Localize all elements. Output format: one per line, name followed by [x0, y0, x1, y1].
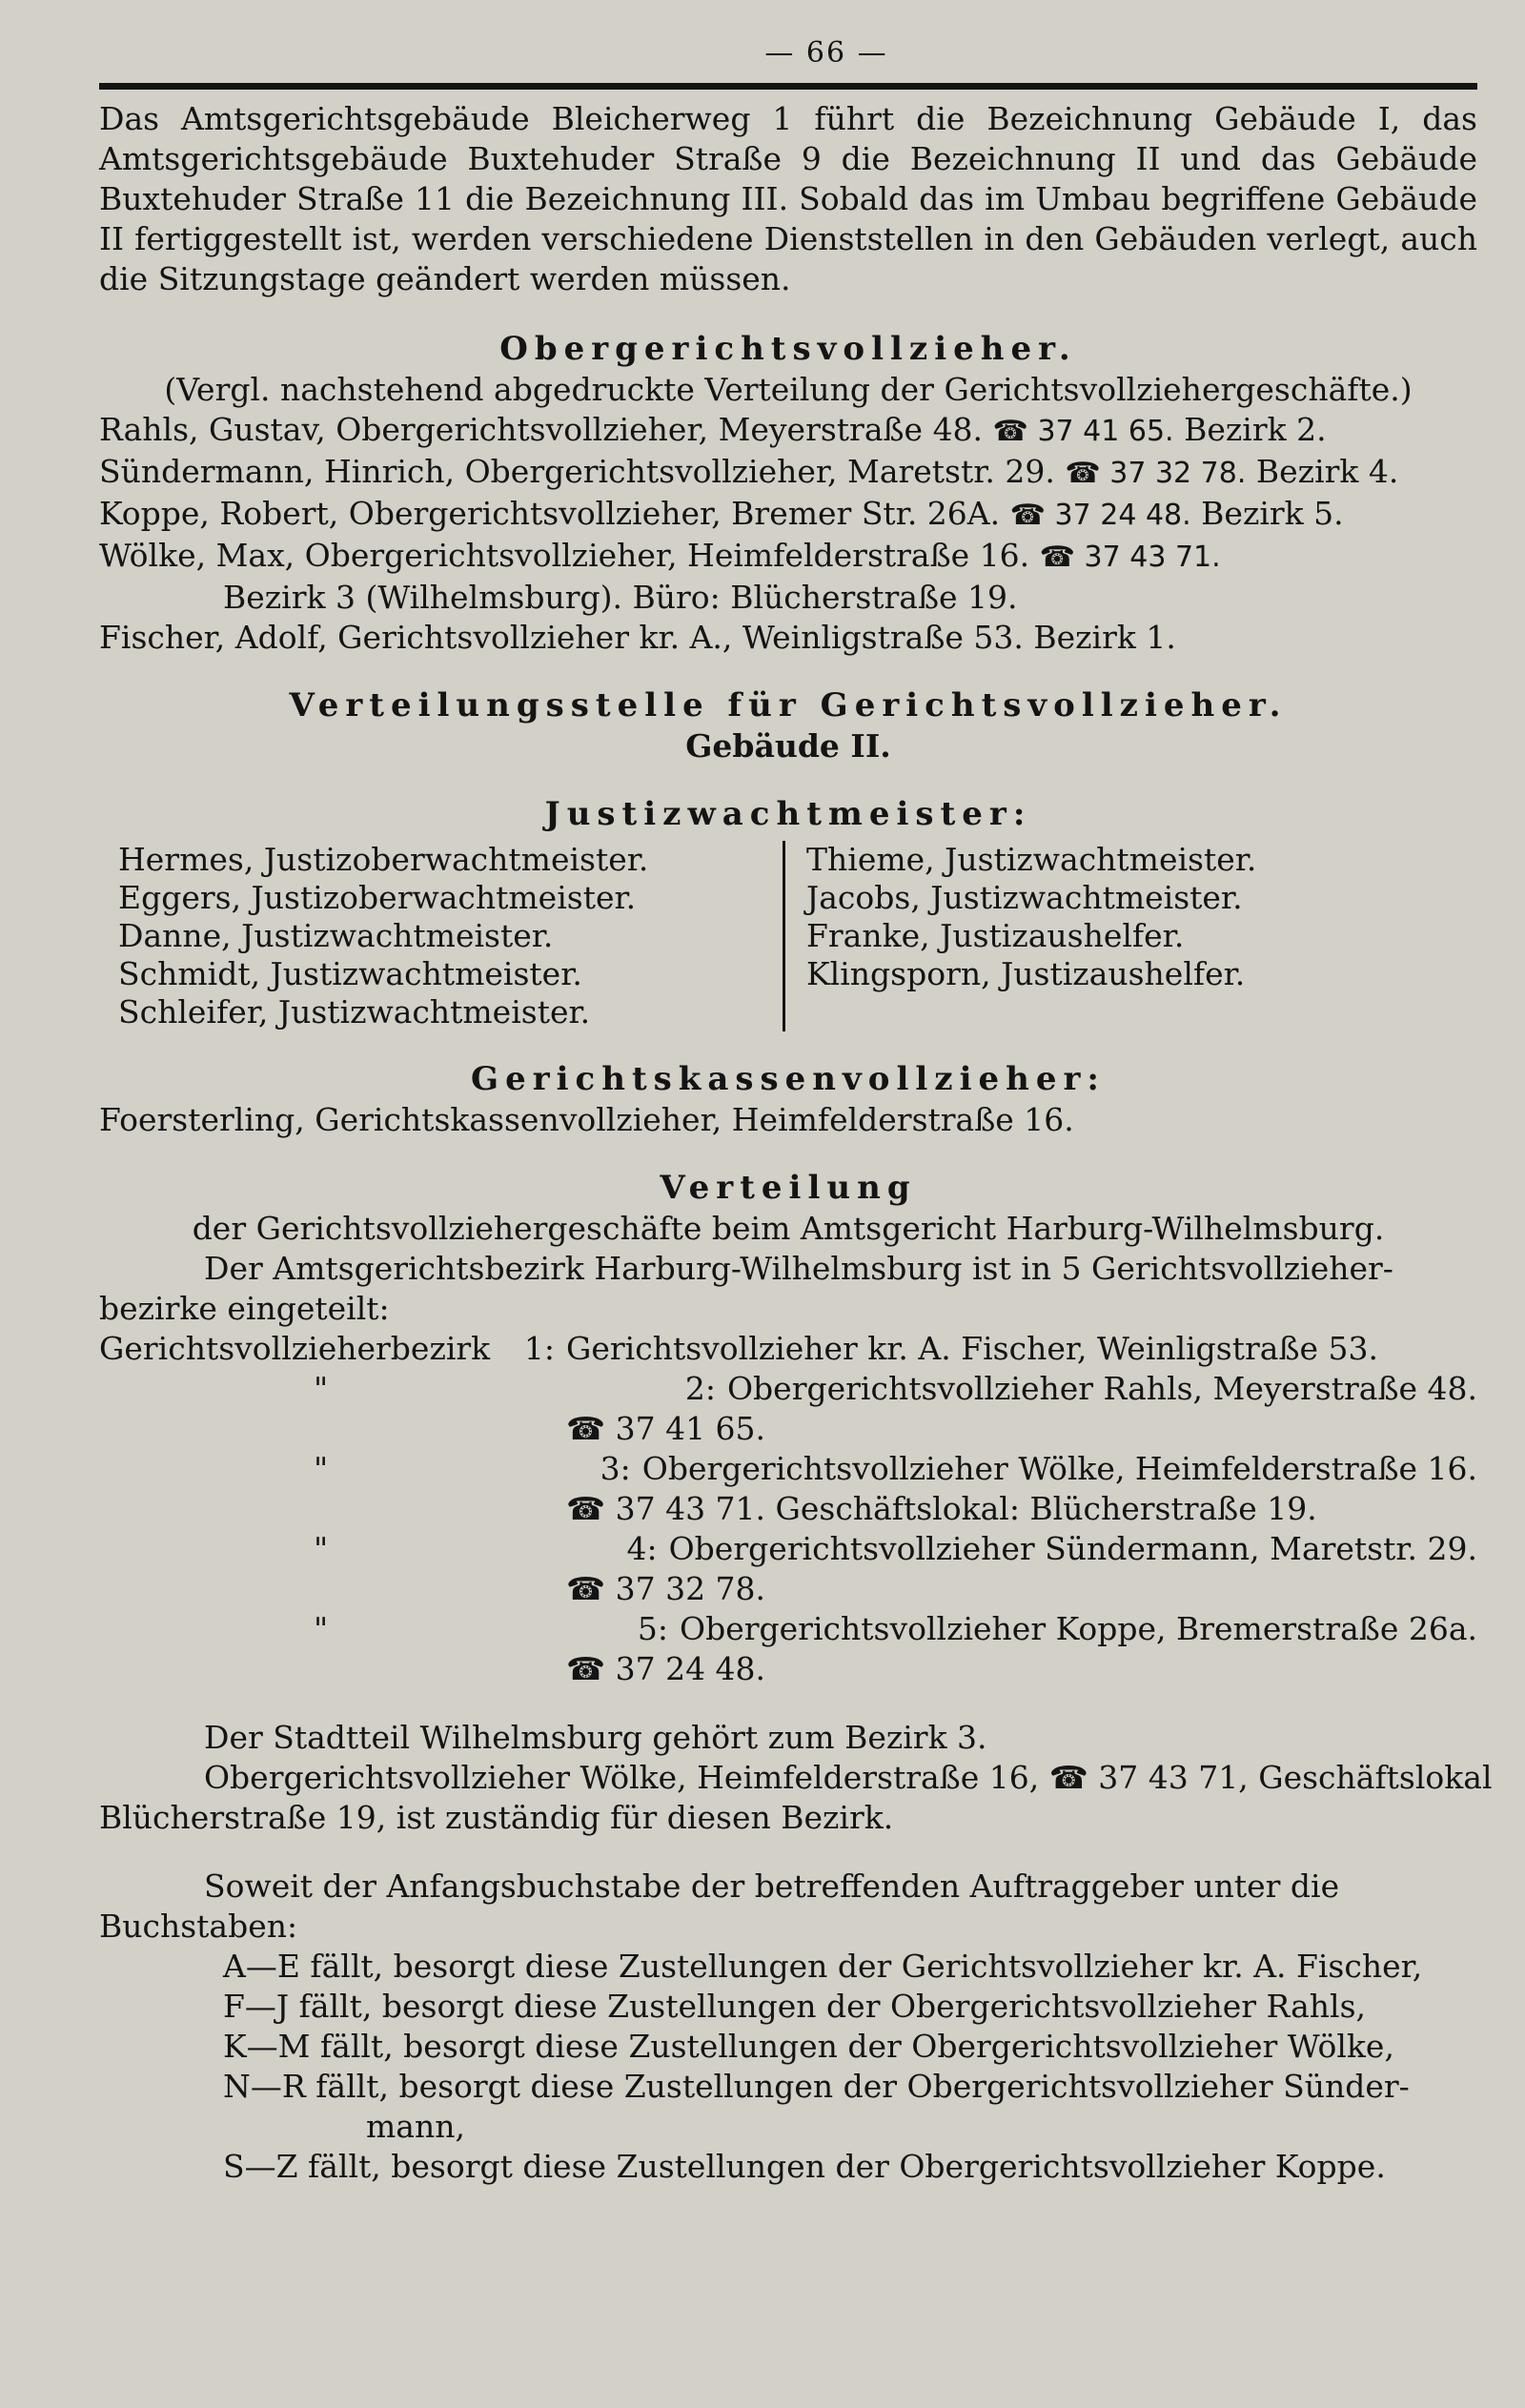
district-row	[99, 1609, 1477, 1649]
list-item: Eggers, Justizoberwachtmeister.	[118, 879, 637, 916]
list-item: Klingsporn, Justizaushelfer.	[806, 955, 1246, 992]
letter-rule: F—J fällt, besorgt diese Zustellungen der Obergerichtsvollzieher Rahls,	[223, 1988, 1367, 2025]
district-officer: Obergerichtsvollzieher Rahls, Meyerstraße 48.	[727, 1370, 1477, 1407]
verteilung-section	[99, 1167, 1493, 2187]
ditto-mark: "	[314, 1370, 329, 1407]
list-item: Franke, Justizaushelfer.	[806, 917, 1185, 954]
obergerichtsvollzieher-note: (Vergl. nachstehend abgedruckte Verteilung der Gerichtsvollziehergeschäfte.)	[164, 371, 1413, 408]
district-row	[99, 1529, 1477, 1569]
district-row	[99, 1369, 1477, 1409]
gerichtskassen-entry: Foersterling, Gerichtskassenvollzieher, Heimfelderstraße 16.	[99, 1101, 1074, 1138]
gerichtskassen-heading: Gerichtskassenvollzieher:	[471, 1060, 1106, 1098]
district-phone: ☎ 37 41 65.	[566, 1410, 766, 1447]
verteilungsstelle-section	[99, 684, 1477, 766]
district-row	[99, 1449, 1477, 1489]
justizwachtmeister-left-column	[118, 841, 785, 1031]
justizwachtmeister-right-column	[785, 841, 1256, 1031]
district-officer: Obergerichtsvollzieher Wölke, Heimfelderstraße 16.	[641, 1450, 1477, 1487]
district-row	[99, 1329, 1477, 1369]
district-number: 3:	[600, 1450, 631, 1487]
district-phone: ☎ 37 24 48.	[566, 1650, 766, 1687]
soweit-note: Soweit der Anfangsbuchstabe der betreffenden Auftraggeber unter die	[204, 1867, 1340, 1905]
officer-entry: Sündermann, Hinrich, Obergerichtsvollzieher, Maretstr. 29. ☎ 37 32 78. Bezirk 4.	[99, 453, 1399, 490]
justizwachtmeister-columns	[118, 841, 1477, 1031]
district-number: 4:	[626, 1530, 658, 1567]
verteilung-intro: Der Amtsgerichtsbezirk Harburg-Wilhelmsburg ist in 5 Gerichtsvollzieher-	[204, 1250, 1393, 1287]
officer-entry: Wölke, Max, Obergerichtsvollzieher, Heimfelderstraße 16. ☎ 37 43 71.	[99, 537, 1221, 574]
district-phone: ☎ 37 43 71. Geschäftslokal: Blücherstraße 19.	[566, 1490, 1317, 1527]
stadtteil-note: Der Stadtteil Wilhelmsburg gehört zum Bezirk 3.	[204, 1719, 987, 1756]
phone-number: ☎ 37 41 65.	[992, 415, 1174, 448]
verteilung-heading: Verteilung	[660, 1169, 917, 1207]
list-item: Schleifer, Justizwachtmeister.	[118, 993, 591, 1031]
obergerichtsvollzieher-section	[99, 328, 1477, 658]
district-officer: Obergerichtsvollzieher Sündermann, Maretstr. 29.	[668, 1530, 1477, 1567]
officer-entry: Rahls, Gustav, Obergerichtsvollzieher, Meyerstraße 48. ☎ 37 41 65. Bezirk 2.	[99, 411, 1327, 448]
ditto-mark: "	[314, 1610, 329, 1647]
list-item: Danne, Justizwachtmeister.	[118, 917, 554, 954]
ditto-mark: "	[314, 1450, 329, 1487]
ditto-mark: "	[314, 1530, 329, 1567]
district-number: 2:	[684, 1370, 716, 1407]
letter-rule: N—R fällt, besorgt diese Zustellungen der Obergerichtsvollzieher Sünder-	[223, 2068, 1410, 2105]
list-item: Schmidt, Justizwachtmeister.	[118, 955, 582, 992]
letter-rule: A—E fällt, besorgt diese Zustellungen der Gerichtsvollzieher kr. A. Fischer,	[223, 1948, 1423, 1985]
district-officer: Gerichtsvollzieher kr. A. Fischer, Weinligstraße 53.	[566, 1330, 1378, 1367]
district-label: Bezirk 2.	[1184, 411, 1327, 448]
phone-number: ☎ 37 24 48.	[1009, 499, 1191, 532]
officer-entry-continuation: Bezirk 3 (Wilhelmsburg). Büro: Blücherstraße 19.	[223, 579, 1018, 616]
justizwachtmeister-section	[99, 793, 1477, 1031]
list-item: Jacobs, Justizwachtmeister.	[806, 879, 1243, 916]
district-officer: Obergerichtsvollzieher Koppe, Bremerstraße 26a.	[680, 1610, 1477, 1647]
officer-entry: Koppe, Robert, Obergerichtsvollzieher, Bremer Str. 26A. ☎ 37 24 48. Bezirk 5.	[99, 495, 1344, 532]
officer-entry: Fischer, Adolf, Gerichtsvollzieher kr. A., Weinligstraße 53. Bezirk 1.	[99, 619, 1176, 656]
district-label: Bezirk 4.	[1255, 453, 1399, 490]
verteilungsstelle-heading: Verteilungsstelle für Gerichtsvollzieher.	[289, 686, 1288, 724]
page-number: — 66 —	[764, 36, 888, 70]
district-number: 1:	[523, 1330, 555, 1367]
phone-number: ☎ 37 32 78.	[1065, 457, 1247, 490]
letter-rule: S—Z fällt, besorgt diese Zustellungen der Obergerichtsvollzieher Koppe.	[223, 2148, 1386, 2185]
list-item: Hermes, Justizoberwachtmeister.	[118, 841, 649, 878]
letter-rule-cont: mann,	[366, 2108, 465, 2145]
verteilung-intro-cont: bezirke eingeteilt:	[99, 1290, 390, 1327]
verteilungsstelle-building: Gebäude II.	[685, 727, 891, 765]
phone-number: ☎ 37 43 71.	[1039, 541, 1221, 574]
district-phone: ☎ 37 32 78.	[566, 1570, 766, 1607]
intro-paragraph: Das Amtsgerichtsgebäude Bleicherweg 1 führt die Bezeichnung Gebäude I, das Amtsgerichtsgebäude Buxtehuder Straße 9 die Bezeichnung II und das Gebäude Buxtehuder Straße 11 die Bezeichnung III. Sobald das im Umbau begriffene Gebäude II fertiggestellt ist, werden verschiedene Dienststellen in den Gebäuden verlegt, auch die Sitzungstage geändert werden müssen.	[99, 100, 1477, 297]
district-label: Gerichtsvollzieherbezirk	[99, 1330, 491, 1367]
woelke-note: Obergerichtsvollzieher Wölke, Heimfelderstraße 16, ☎ 37 43 71, Geschäftslokal	[204, 1759, 1493, 1796]
list-item: Thieme, Justizwachtmeister.	[806, 841, 1257, 878]
obergerichtsvollzieher-heading: Obergerichtsvollzieher.	[499, 330, 1077, 368]
verteilung-subheading: der Gerichtsvollziehergeschäfte beim Amtsgericht Harburg-Wilhelmsburg.	[192, 1210, 1385, 1247]
woelke-note-cont: Blücherstraße 19, ist zuständig für diesen Bezirk.	[99, 1799, 894, 1836]
gerichtskassen-section	[99, 1058, 1477, 1140]
justizwachtmeister-heading: Justizwachtmeister:	[544, 795, 1032, 833]
header-rule	[99, 83, 1477, 90]
soweit-note-cont: Buchstaben:	[99, 1908, 298, 1945]
district-number: 5:	[637, 1610, 669, 1647]
letter-rule: K—M fällt, besorgt diese Zustellungen der Obergerichtsvollzieher Wölke,	[223, 2028, 1394, 2065]
district-label: Bezirk 5.	[1201, 495, 1344, 532]
